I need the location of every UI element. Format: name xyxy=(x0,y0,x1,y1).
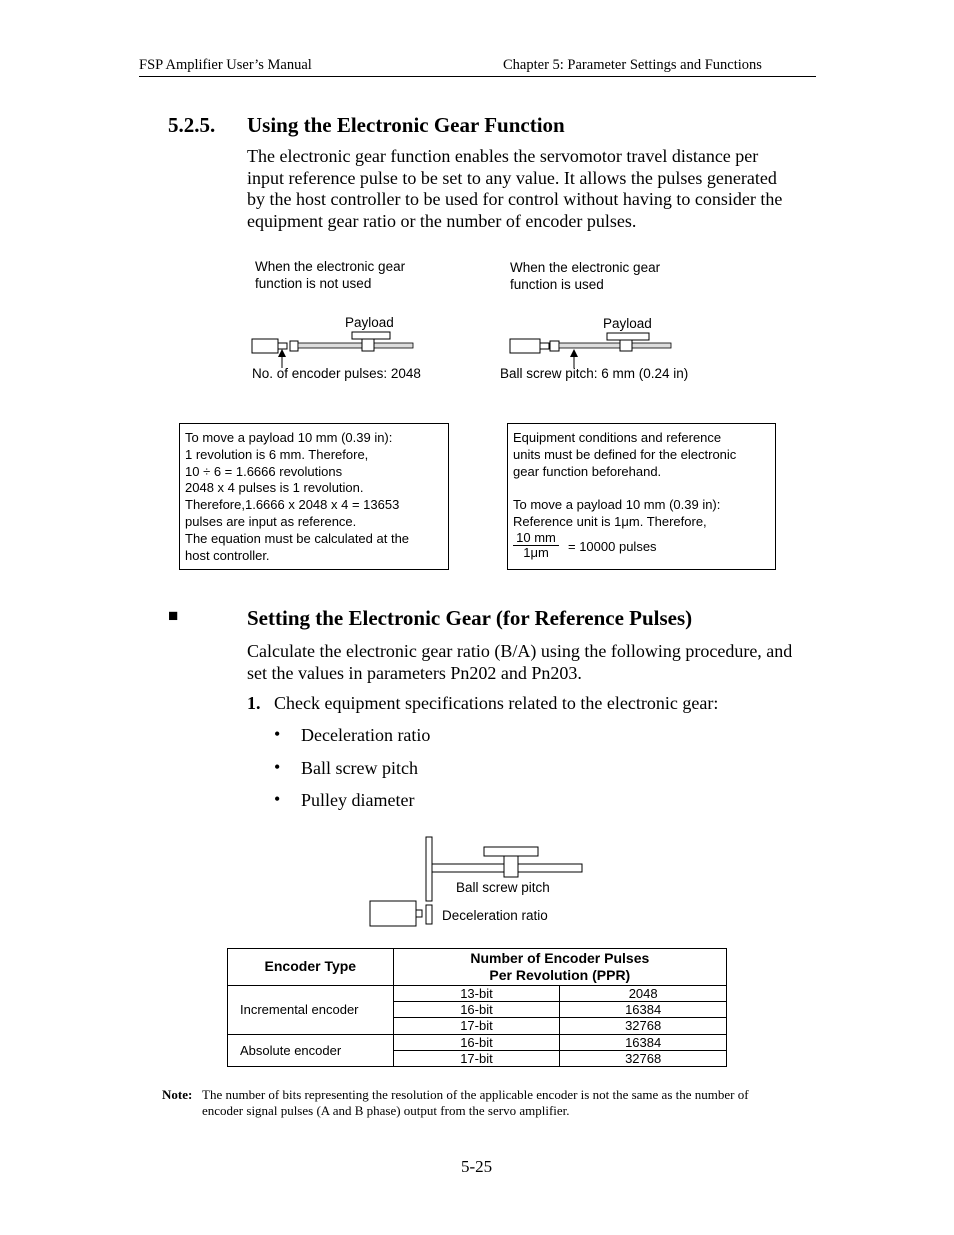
box-line: gear function beforehand. xyxy=(513,463,662,479)
right-diagram-caption xyxy=(510,259,660,293)
section-intro xyxy=(247,146,782,232)
box-line: The equation must be calculated at the xyxy=(185,530,410,546)
header-manual-title: FSP Amplifier User’s Manual xyxy=(139,57,312,73)
bits-cell: 16-bit xyxy=(393,1002,560,1018)
box-line: 2048 x 4 pulses is 1 revolution. xyxy=(185,480,364,496)
ppr-cell: 16384 xyxy=(560,1002,727,1018)
header-pulses xyxy=(393,949,726,986)
intro-line: set the values in parameters Pn202 and Pn203. xyxy=(247,662,582,683)
encoder-type-cell: Incremental encoder xyxy=(228,986,394,1035)
box-line: To move a payload 10 mm (0.39 in): xyxy=(185,430,393,445)
box-line: Reference unit is 1μm. Therefore, xyxy=(513,513,707,529)
left-payload-label: Payload xyxy=(345,315,394,330)
box-line: Therefore,1.6666 x 2048 x 4 = 13653 xyxy=(185,497,400,513)
right-ball-screw-drawing xyxy=(506,328,681,368)
table-header-row xyxy=(228,949,727,986)
bits-cell: 17-bit xyxy=(393,1018,560,1034)
caption-line: function is used xyxy=(510,277,604,292)
bullet-item: Pulley diameter xyxy=(301,790,415,810)
box-line: To move a payload 10 mm (0.39 in): xyxy=(513,497,721,513)
right-ball-screw-pitch-label: Ball screw pitch: 6 mm (0.24 in) xyxy=(500,366,689,381)
right-payload-label: Payload xyxy=(603,316,652,331)
bullet-item: Ball screw pitch xyxy=(301,758,418,778)
note-text xyxy=(202,1087,749,1119)
step-text: Check equipment specifications related to the electronic gear: xyxy=(274,693,719,713)
section-number: 5.2.5. xyxy=(168,113,216,137)
fraction xyxy=(513,531,559,560)
header-pulses-line: Per Revolution (PPR) xyxy=(489,967,631,983)
table-row xyxy=(228,986,727,1002)
encoder-type-cell: Absolute encoder xyxy=(228,1034,394,1066)
subsection-marker: ■ xyxy=(168,606,179,625)
header-rule xyxy=(139,76,816,77)
ppr-cell: 16384 xyxy=(560,1034,727,1050)
ppr-cell: 2048 xyxy=(560,986,727,1002)
table-row xyxy=(228,1034,727,1050)
intro-line: by the host controller to be used for control without having to consider the xyxy=(247,189,783,209)
box-line: units must be defined for the electronic xyxy=(513,446,737,462)
intro-line: input reference pulse to be set to any value. It allows the pulses generated xyxy=(247,167,777,188)
intro-line: Calculate the electronic gear ratio (B/A) using the following procedure, and xyxy=(247,641,793,661)
left-ball-screw-drawing xyxy=(248,328,423,368)
box-line: 10 ÷ 6 = 1.6666 revolutions xyxy=(185,463,343,479)
bullet-item: Deceleration ratio xyxy=(301,725,431,745)
fraction-result: = 10000 pulses xyxy=(568,539,657,554)
encoder-table xyxy=(227,948,727,1067)
ball-screw-pitch-label: Ball screw pitch xyxy=(456,880,550,895)
bits-cell: 17-bit xyxy=(393,1050,560,1066)
caption-line: function is not used xyxy=(255,276,372,291)
ppr-cell: 32768 xyxy=(560,1050,727,1066)
section-title: Using the Electronic Gear Function xyxy=(247,113,565,137)
box-line: pulses are input as reference. xyxy=(185,513,357,529)
ppr-cell: 32768 xyxy=(560,1018,727,1034)
bits-cell: 16-bit xyxy=(393,1034,560,1050)
right-explanation-box xyxy=(507,423,776,570)
bits-cell: 13-bit xyxy=(393,986,560,1002)
bullet-dot: • xyxy=(274,724,281,744)
fraction-denominator: 1μm xyxy=(523,545,549,560)
box-line: 1 revolution is 6 mm. Therefore, xyxy=(185,446,369,462)
box-line: Equipment conditions and reference xyxy=(513,430,722,445)
box-line: host controller. xyxy=(185,547,270,563)
bullet-dot: • xyxy=(274,757,281,777)
header-pulses-line: Number of Encoder Pulses xyxy=(470,950,650,966)
box-line xyxy=(513,480,771,497)
step-number: 1. xyxy=(247,693,261,713)
note-line: encoder signal pulses (A and B phase) output from the servo amplifier. xyxy=(202,1103,570,1118)
caption-line: When the electronic gear xyxy=(255,259,406,274)
subsection-intro xyxy=(247,641,792,684)
fraction-numerator: 10 mm xyxy=(513,531,559,546)
header-chapter-title: Chapter 5: Parameter Settings and Functions xyxy=(503,57,762,73)
intro-line: The electronic gear function enables the servomotor travel distance per xyxy=(247,146,759,166)
subsection-title: Setting the Electronic Gear (for Reference Pulses) xyxy=(247,606,693,630)
deceleration-ratio-label: Deceleration ratio xyxy=(442,908,548,923)
left-encoder-pulses-label: No. of encoder pulses: 2048 xyxy=(252,366,421,381)
note-line: The number of bits representing the resolution of the applicable encoder is not the same as the number of xyxy=(202,1087,749,1102)
page-number: 5-25 xyxy=(461,1157,493,1176)
header-encoder-type: Encoder Type xyxy=(228,949,394,986)
intro-line: equipment gear ratio or the number of encoder pulses. xyxy=(247,210,637,231)
left-explanation-box xyxy=(179,423,449,570)
note-label: Note: xyxy=(162,1087,193,1102)
bullet-dot: • xyxy=(274,789,281,809)
caption-line: When the electronic gear xyxy=(510,260,661,275)
left-diagram-caption xyxy=(255,258,405,292)
